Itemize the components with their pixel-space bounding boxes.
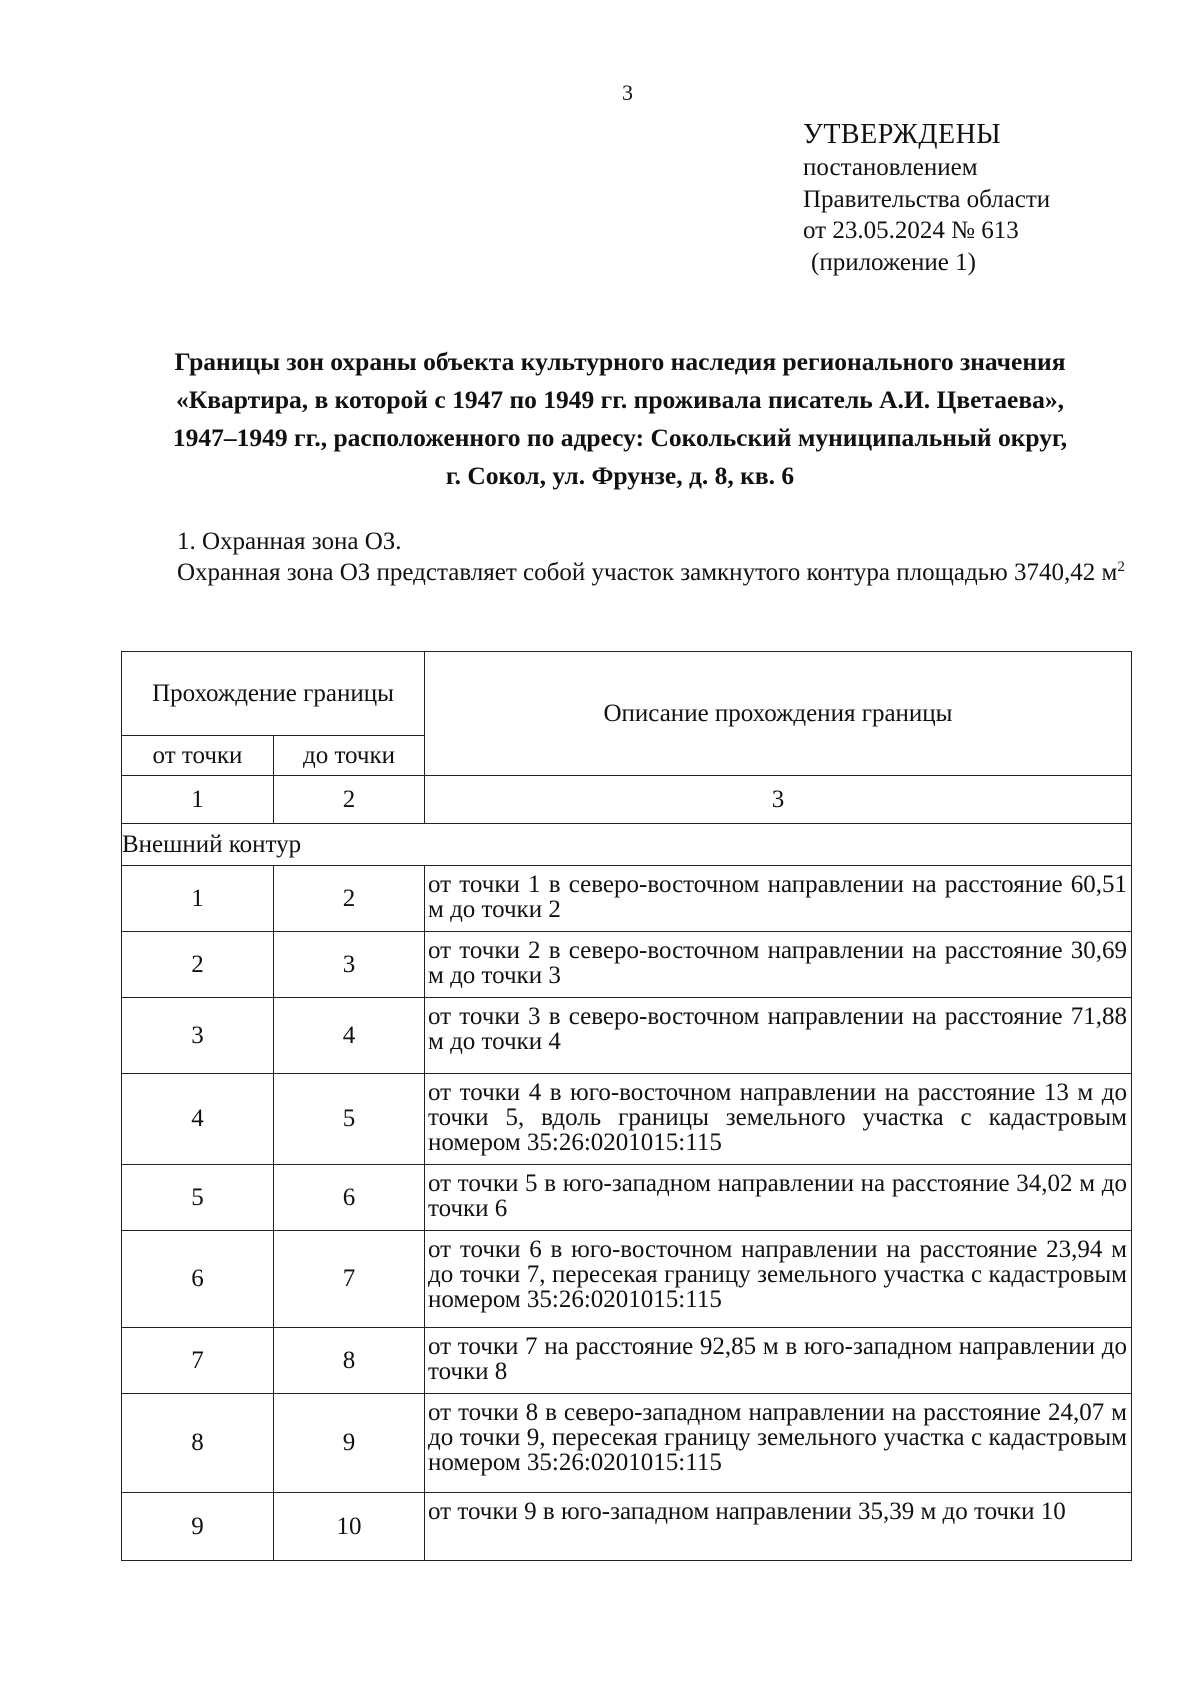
row-description: от точки 9 в юго-западном направлении 35,39 м до точки 10 — [425, 1493, 1132, 1561]
row-from: 7 — [122, 1328, 274, 1394]
row-from: 1 — [122, 866, 274, 932]
section-paragraph — [120, 557, 1148, 589]
row-from: 4 — [122, 1074, 274, 1165]
column-number-1: 1 — [122, 776, 274, 824]
row-to: 9 — [274, 1394, 425, 1493]
approval-title: УТВЕРЖДЕНЫ — [803, 119, 1002, 150]
row-from: 3 — [122, 998, 274, 1074]
table-row — [122, 1074, 1132, 1165]
row-to: 5 — [274, 1074, 425, 1165]
area-unit-superscript: 2 — [1117, 559, 1125, 575]
row-description: от точки 7 на расстояние 92,85 м в юго-западном направлении до точки 8 — [425, 1328, 1132, 1394]
row-to: 3 — [274, 932, 425, 998]
column-number-2: 2 — [274, 776, 425, 824]
row-from: 8 — [122, 1394, 274, 1493]
header-description-label: Описание прохождения границы — [603, 699, 953, 727]
row-to: 6 — [274, 1165, 425, 1231]
section-text: Охранная зона ОЗ представляет собой участок замкнутого контура площадью 3740,42 м — [177, 559, 1118, 586]
document-title — [120, 343, 1120, 495]
table-row — [122, 1394, 1132, 1493]
approval-block — [803, 118, 1050, 278]
row-description: от точки 1 в северо-восточном направлении на расстояние 60,51 м до точки 2 — [425, 866, 1132, 932]
header-to: до точки — [274, 736, 425, 776]
row-to: 4 — [274, 998, 425, 1074]
column-number-3: 3 — [425, 776, 1132, 824]
row-to: 2 — [274, 866, 425, 932]
title-line-4: г. Сокол, ул. Фрунзе, д. 8, кв. 6 — [445, 461, 795, 490]
boundary-table — [121, 651, 1132, 1561]
approval-appendix: (приложение 1) — [811, 248, 976, 276]
table-row — [122, 1328, 1132, 1394]
row-to: 7 — [274, 1231, 425, 1328]
header-description — [425, 652, 1132, 776]
row-from: 2 — [122, 932, 274, 998]
row-description: от точки 6 в юго-восточном направлении на расстояние 23,94 м до точки 7, пересекая границу земельного участка с кадастровым номером 35:26:0201015:115 — [425, 1231, 1132, 1328]
approval-line-2: Правительства области — [803, 185, 1051, 213]
title-line-1: Границы зон охраны объекта культурного наследия регионального значения — [174, 347, 1066, 376]
section-heading: 1. Охранная зона ОЗ. — [177, 528, 402, 555]
row-description: от точки 4 в юго-восточном направлении на расстояние 13 м до точки 5, вдоль границы земельного участка с кадастровым номером 35:26:0201015:115 — [425, 1074, 1132, 1165]
page-number: 3 — [622, 80, 633, 105]
table-row — [122, 998, 1132, 1074]
header-group-label: Прохождение границы — [152, 680, 394, 707]
section-label: Внешний контур — [122, 824, 1132, 866]
row-description: от точки 5 в юго-западном направлении на расстояние 34,02 м до точки 6 — [425, 1165, 1132, 1231]
header-from: от точки — [122, 736, 274, 776]
table-row — [122, 1165, 1132, 1231]
title-line-3: 1947–1949 гг., расположенного по адресу: Сокольский муниципальный округ, — [172, 423, 1068, 452]
row-to: 10 — [274, 1493, 425, 1561]
approval-line-1: постановлением — [803, 154, 978, 181]
row-description: от точки 8 в северо-западном направлении на расстояние 24,07 м до точки 9, пересекая границу земельного участка с кадастровым номером 35:26:0201015:115 — [425, 1394, 1132, 1493]
header-group — [122, 652, 425, 736]
approval-line-3: от 23.05.2024 № 613 — [803, 217, 1019, 244]
table-row — [122, 932, 1132, 998]
title-line-2: «Квартира, в которой с 1947 по 1949 гг. проживала писатель А.И. Цветаева», — [176, 385, 1064, 414]
row-description: от точки 2 в северо-восточном направлении на расстояние 30,69 м до точки 3 — [425, 932, 1132, 998]
row-to: 8 — [274, 1328, 425, 1394]
table-row — [122, 1231, 1132, 1328]
table-row — [122, 866, 1132, 932]
row-from: 9 — [122, 1493, 274, 1561]
row-from: 5 — [122, 1165, 274, 1231]
row-description: от точки 3 в северо-восточном направлении на расстояние 71,88 м до точки 4 — [425, 998, 1132, 1074]
row-from: 6 — [122, 1231, 274, 1328]
table-row — [122, 1493, 1132, 1561]
